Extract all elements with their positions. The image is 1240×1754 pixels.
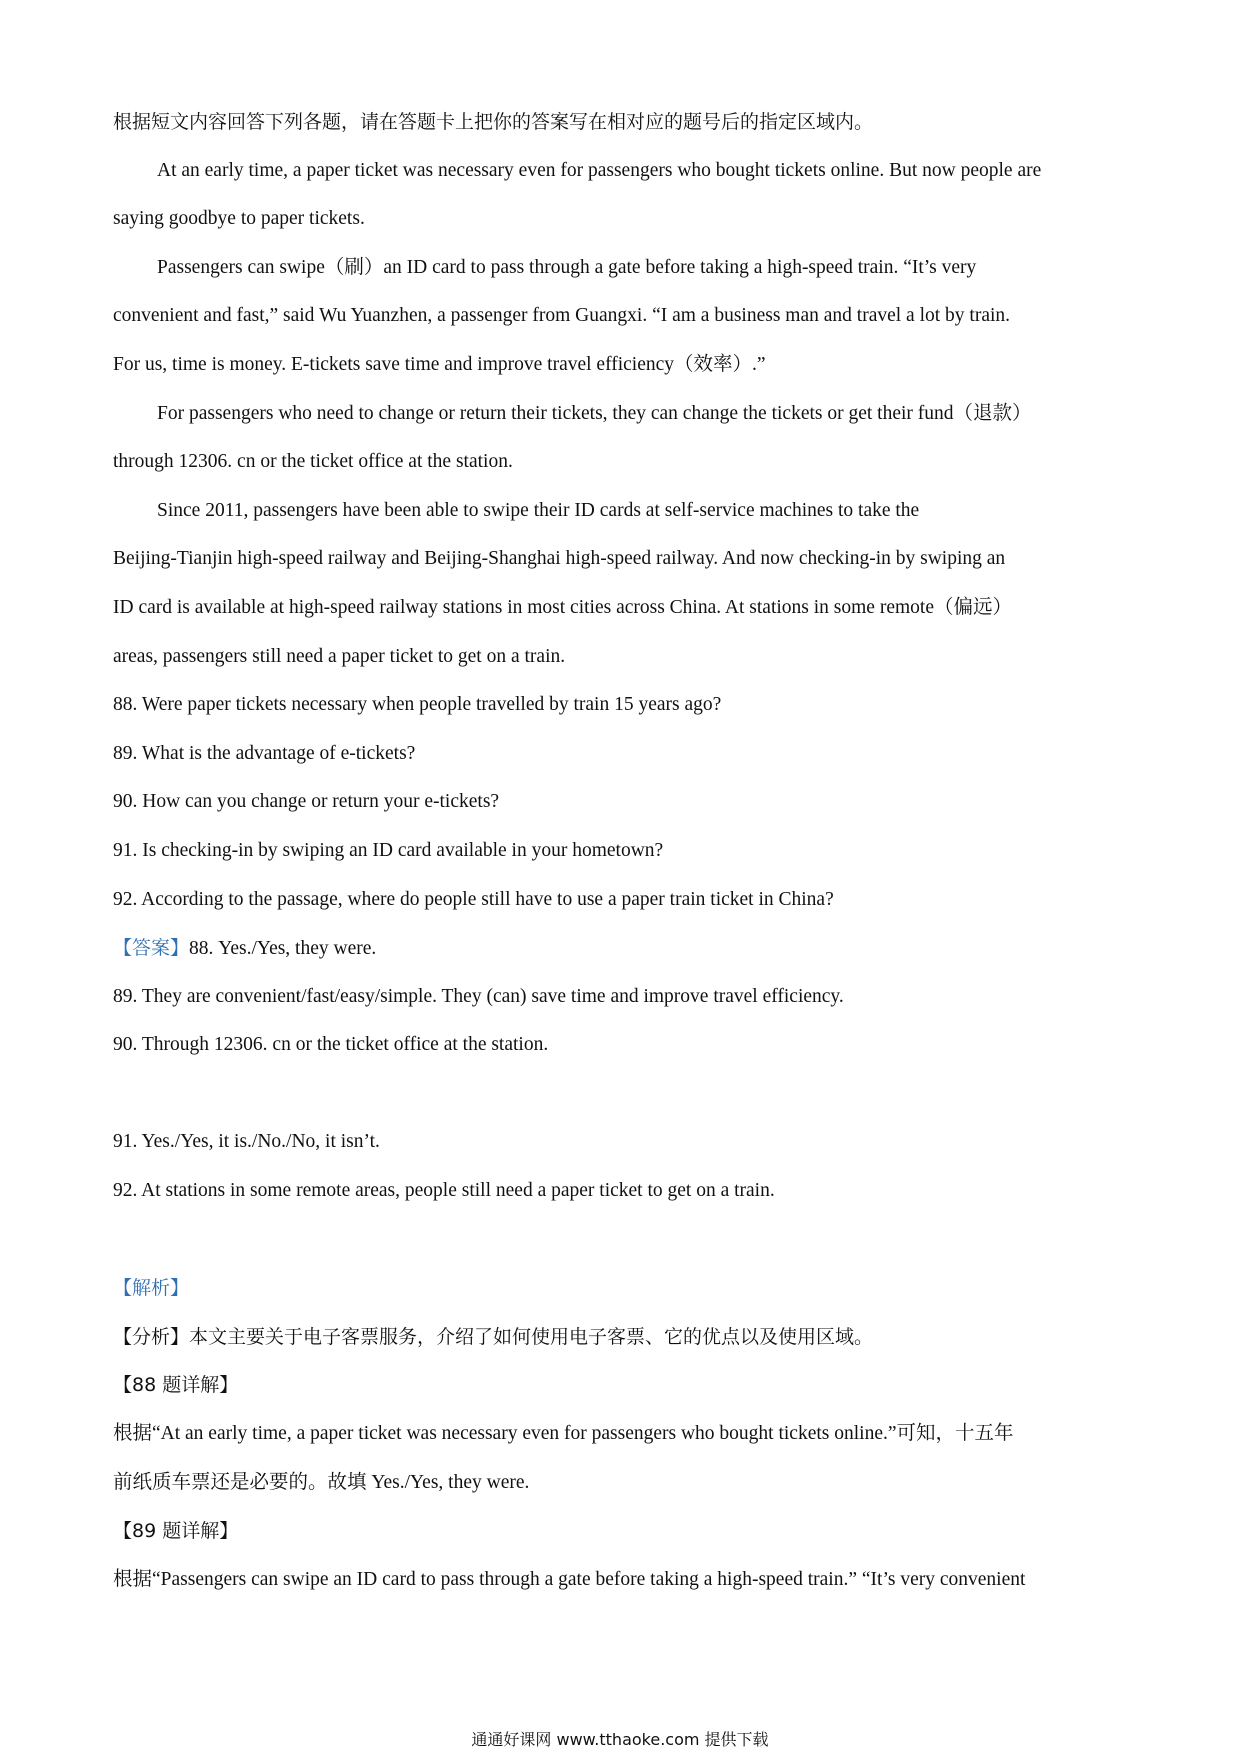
document-body [113,98,1133,1604]
answer-item: 89. They are convenient/fast/easy/simple. They (can) save time and improve travel efficiency. [113,985,844,1007]
passage-line: through 12306. cn or the ticket office at the station. [113,451,513,473]
answer-item: 91. Yes./Yes, it is./No./No, it isn’t. [113,1131,380,1153]
answer-tag: 【答案】 [113,937,190,960]
passage-line: For us, time is money. E-tickets save time and improve travel efficiency（效率）.” [113,353,766,375]
blank-gap [113,1070,1133,1119]
passage-line: Beijing-Tianjin high-speed railway and Beijing-Shanghai high-speed railway. And now checking-in by swiping an [113,548,1006,570]
passage-line: convenient and fast,” said Wu Yuanzhen, a passenger from Guangxi. “I am a business man and travel a lot by train. [113,305,1011,327]
q88-detail-heading: 【88 题详解】 [113,1374,239,1397]
question-item: 92. According to the passage, where do people still have to use a paper train ticket in China? [113,888,834,910]
question-item: 88. Were paper tickets necessary when people travelled by train 15 years ago? [113,694,722,716]
q89-detail-line: 根据“Passengers can swipe an ID card to pass through a gate before taking a high-speed train.” “It’s very convenient [113,1568,1026,1590]
q89-detail-heading: 【89 题详解】 [113,1520,239,1543]
passage-line: Since 2011, passengers have been able to swipe their ID cards at self-service machines to take the [157,499,920,521]
passage-line: saying goodbye to paper tickets. [113,208,365,230]
question-item: 91. Is checking-in by swiping an ID card available in your hometown? [113,839,664,861]
q88-detail-line: 根据“At an early time, a paper ticket was necessary even for passengers who bought tickets online.”可知，十五年 [113,1423,1014,1445]
answer-item: 90. Through 12306. cn or the ticket office at the station. [113,1034,549,1056]
analysis-summary: 【分析】本文主要关于电子客票服务，介绍了如何使用电子客票、它的优点以及使用区域。 [113,1325,874,1348]
passage-line: ID card is available at high-speed railway stations in most cities across China. At stations in some remote（偏远） [113,596,1012,618]
passage-line: areas, passengers still need a paper ticket to get on a train. [113,645,566,667]
analysis-tag: 【解析】 [113,1277,190,1300]
passage-line: For passengers who need to change or return their tickets, they can change the tickets or get their fund（退款） [157,402,1032,424]
blank-gap [113,1216,1133,1265]
passage-line: At an early time, a paper ticket was necessary even for passengers who bought tickets online. But now people are [157,159,1042,181]
instruction: 根据短文内容回答下列各题，请在答题卡上把你的答案写在相对应的题号后的指定区域内。 [113,111,874,133]
question-item: 90. How can you change or return your e-tickets? [113,791,500,813]
question-item: 89. What is the advantage of e-tickets? [113,742,416,764]
answer-88: 88. Yes./Yes, they were. [189,938,377,960]
q88-detail-line: 前纸质车票还是必要的。故填 Yes./Yes, they were. [113,1471,530,1493]
page-footer: 通通好课网 www.tthaoke.com 提供下载 [471,1730,769,1749]
answer-first-line [113,924,1133,973]
passage-line: Passengers can swipe（刷）an ID card to pass through a gate before taking a high-speed train. “It’s very [157,256,977,278]
answer-item: 92. At stations in some remote areas, people still need a paper ticket to get on a train. [113,1180,775,1202]
